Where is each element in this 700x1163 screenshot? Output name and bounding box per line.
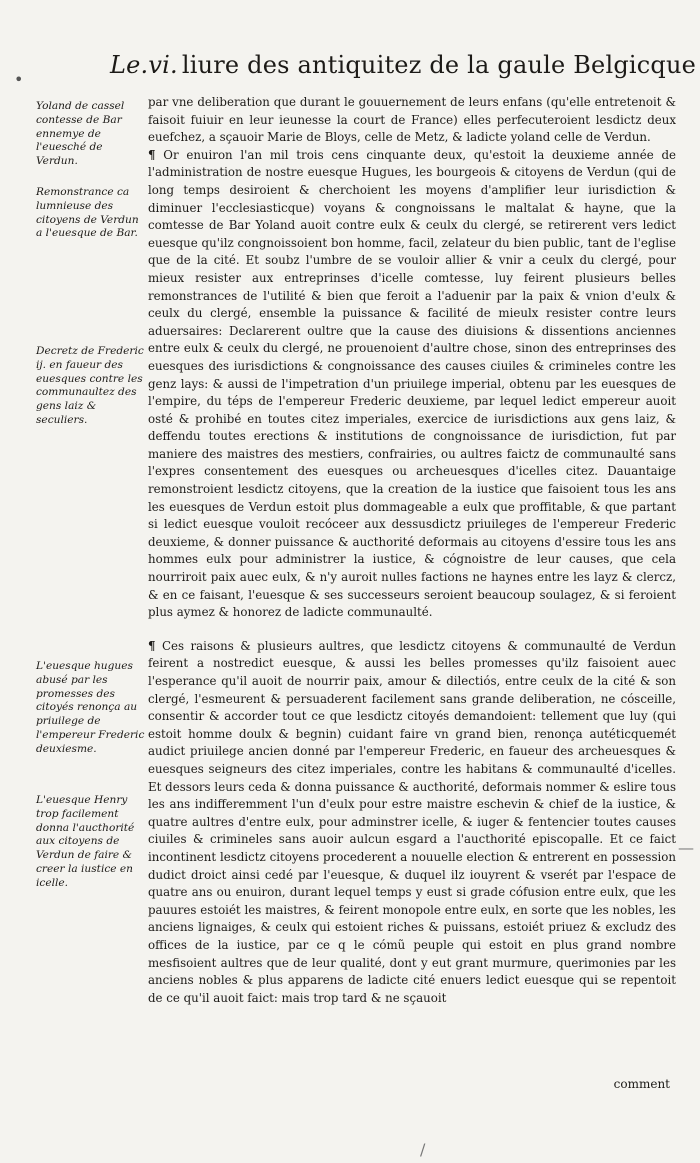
paragraph-2 [148,147,676,622]
paragraph-1: par vne deliberation que durant le gouuernement de leurs enfans (qu'elle entretenoit & faisoit fuiuir en leur ieunesse la court de France) elles perfecuteroient lesdictz deux euefchez, a sçauoir Marie de Bloys, celle de Metz, & ladicte yoland celle de Verdun. [148,95,676,145]
corner-mark: • [14,70,24,89]
pilcrow-mark: ¶ [148,638,156,653]
margin-note-remonstrance: Remonstrance ca lumnieuse des citoyens de Verdun a l'euesque de Bar. [36,186,139,240]
edge-mark: — [678,838,694,857]
paragraph-2-text: Or enuiron l'an mil trois cens cinquante deux, qu'estoit la deuxieme année de l'administration de nostre euesque Hugues, les bourgeois & citoyens de Verdun (qui de long temps desiroient & cherchoient les moyens d'amplifier leur iurisdiction & diminuer l'ecclesiasticque) voyans & congnoissans le maltalat & hayne, que la comtesse de Bar Yoland auoit contre eulx & ceulx du clergé, se retirerent vers ledict euesque qu'ilz congnoissoient bon homme, facil, zelateur du bien public, tant de l'eglise que de la cité. Et soubz l'umbre de se vouloir allier & vnir a ceulx du clergé, pour mieux resister aux entreprinses d'icelle comtesse, luy feirent plusieurs belles remonstrances de l'utilité & bien que feroit a l'aduenir par la paix & vnion d'eulx & ceulx du clergé, ensemble la puissance & facilité de mieulx resister contre leurs aduersaires: Declarerent oultre que la cause des diuisions & dissentions anciennes entre eulx & ceulx du clergé, ne prouenoient d'aultre chose, sinon des entreprinses des euesques des iurisdictions & congnoissance des causes ciuiles & crimineles contre les genz lays: & aussi de l'impetration d'un priuilege imperial, obtenu par les euesques de l'empire, du téps de l'empereur Frederic deuxieme, par lequel ledict empereur auoit osté & prohibé en toutes citez imperiales, exercice de iurisdictions aux gens laiz, & deffendu toutes erections & institutions de congnoissance de iurisdiction, fut par maniere des maistres des mestiers, confrairies, ou aultres faictz de communaulté sans l'expres consentement des euesques ou archeuesques d'icelles citez. Dauantaige remonstroient lesdictz citoyens, que la creation de la iustice que faisoient tous les ans les euesques de Verdun estoit plus dommageable a eulx que proffitable, & que partant si ledict euesque vouloit recóceer aux dessusdictz priuileges de l'empereur Frederic deuxieme, & donner puissance & aucthorité deformais au citoyens d'essire tous les ans hommes eulx pour administrer la iustice, & cógnoistre de leur causes, que cela nourriroit paix auec eulx, & n'y auroit nulles factions ne haynes entre les layz & clercz, & en ce faisant, l'euesque & ses successeurs seroient beaucoup soulagez, & si feroient plus aymez & honorez de ladicte communaulté. [148,147,676,620]
margin-note-henry: L'euesque Henry trop facilement donna l'aucthorité aux citoyens de Verdun de faire & creer la iustice en icelle. [36,794,135,889]
folio-number: Le.vi. [110,51,178,79]
margin-note-hugues: L'euesque hugues abusé par les promesses des citoyés renonça au priuilege de l'empereur Frederic deuxiesme. [36,660,145,755]
paragraph-3 [148,638,676,1007]
paragraph-3-text: Ces raisons & plusieurs aultres, que lesdictz citoyens & communaulté de Verdun feirent a nostredict euesque, & aussi les belles promesses qu'ilz faisoient auec l'esperance qu'il auoit de nourrir paix, amour & dilectiós, entre ceulx de la cité & son clergé, l'esmeurent & persuaderent facilement sans grande deliberation, ne cósceille, consentir & accorder tout ce que lesdictz citoyés demandoient: tellement que luy (qui estoit homme doulx & begnin) cuidant faire vn grand bien, renonça autéticquemét audict priuilege ancien donné par l'empereur Frederic, en faueur des archeuesques & euesques seigneurs des citez imperiales, contre les habitans & communaulté d'icelles. Et dessors leurs ceda & donna puissance & aucthorité, deformais nommer & eslire tous les ans indifferemment l'un d'eulx pour estre maistre eschevin & chief de la iustice, & quatre aultres d'entre eulx, pour adminstrer icelle, & iuger & fentencier toutes causes ciuiles & crimineles sans auoir aulcun esgard a l'aucthorité episcopalle. Et ce faict incontinent lesdictz citoyens procederent a nouuelle election & entrerent en possession dudict droict ainsi cedé par l'euesque, & duquel ilz iouyrent & vserét par l'espace de quatre ans ou enuiron, durant lequel temps y eust si grade cófusion entre eulx, que les pauures estoiét les maistres, & feirent monopole entre eulx, en sorte que les nobles, les anciens lignaiges, & ceulx qui estoient riches & puissans, estoiét priuez & excludz des offices de la iustice, par ce q le cómũ peuple qui estoit en plus grand nombre mesfisoient aultres que de leur qualité, dont y eut grant murmure, querimonies par les anciens nobles & plus apparens de ladicte cité enuers ledict euesque qui se repentoit de ce qu'il auoit faict: mais trop tard & ne sçauoit [148,638,677,1005]
catchword: comment [613,1077,670,1091]
body-text [148,94,676,1007]
running-title: liure des antiquitez de la gaule Belgicque [181,51,697,79]
pilcrow-mark: ¶ [148,147,156,162]
margin-note-yoland: Yoland de cassel contesse de Bar ennemye de l'euesché de Verdun. [36,100,125,168]
margin-note-decretz: Decretz de Frederic ij. en faueur des euesques contre les communaultez des gens laiz & seculiers. [36,345,144,426]
bottom-mark: / [420,1140,426,1159]
running-head [110,50,697,80]
